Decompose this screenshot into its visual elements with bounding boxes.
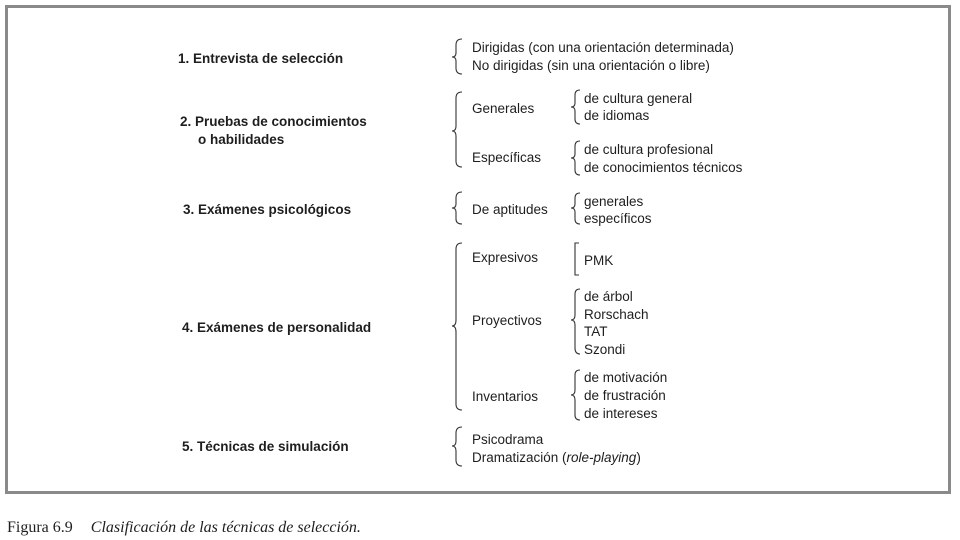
cat4-group-proyectivos: Proyectivos [472, 313, 542, 328]
cat3-aptitudes-item-1: generales [584, 194, 644, 209]
bracket-especificas [571, 141, 580, 175]
bracket-aptitudes [571, 193, 580, 224]
cat2-generales-item-1: de cultura general [584, 91, 693, 106]
cat2-generales-item-2: de idiomas [584, 108, 650, 123]
cat2-especificas-item-2: de conocimientos técnicos [584, 160, 743, 175]
cat4-group-expresivos: Expresivos [472, 250, 539, 265]
cat1-item-2: No dirigidas (sin una orientación o libre) [472, 58, 710, 73]
cat5-item-2-suffix: ) [636, 450, 641, 465]
cat2-especificas-item-1: de cultura profesional [584, 142, 714, 157]
cat5-item-2-italic: role-playing [566, 450, 637, 465]
bracket-expresivos [575, 243, 579, 275]
cat5-item-2-prefix: Dramatización ( [472, 450, 567, 465]
bracket-cat2 [452, 92, 462, 167]
cat4-inventarios-item-2: de frustración [584, 388, 666, 403]
caption-number: Figura 6.9 [7, 519, 73, 536]
cat3-group-aptitudes: De aptitudes [472, 202, 548, 217]
bracket-generales [571, 90, 580, 124]
category-3-label: 3. Exámenes psicológicos [183, 202, 352, 217]
cat5-item-2 [472, 449, 641, 466]
cat4-proyectivos-item-1: de árbol [584, 289, 633, 304]
figure-caption [7, 519, 361, 537]
bracket-cat3 [452, 192, 462, 224]
cat4-proyectivos-item-4: Szondi [584, 342, 626, 357]
cat4-inventarios-item-1: de motivación [584, 370, 668, 385]
cat3-aptitudes-item-2: específicos [584, 211, 652, 226]
bracket-proyectivos [571, 289, 580, 354]
category-2-label-line1: 2. Pruebas de conocimientos [180, 114, 367, 129]
cat1-item-1: Dirigidas (con una orientación determinada) [472, 40, 734, 55]
bracket-cat5 [452, 427, 462, 466]
bracket-cat1 [452, 39, 462, 74]
cat4-proyectivos-item-3: TAT [584, 324, 608, 339]
cat2-group-especificas: Específicas [472, 150, 542, 165]
category-5-label: 5. Técnicas de simulación [182, 439, 349, 454]
category-2-label-line2: o habilidades [198, 132, 285, 147]
category-4-label: 4. Exámenes de personalidad [182, 320, 372, 335]
cat4-inventarios-item-3: de intereses [584, 406, 658, 421]
category-1-label: 1. Entrevista de selección [178, 51, 344, 66]
bracket-inventarios [571, 370, 580, 420]
caption-text: Clasificación de las técnicas de selección. [90, 519, 361, 536]
cat4-proyectivos-item-2: Rorschach [584, 307, 649, 322]
cat4-expresivos-item-1: PMK [584, 253, 614, 268]
cat4-group-inventarios: Inventarios [472, 389, 539, 404]
cat5-item-1: Psicodrama [472, 432, 544, 447]
bracket-cat4 [452, 243, 462, 410]
cat2-group-generales: Generales [472, 101, 535, 116]
